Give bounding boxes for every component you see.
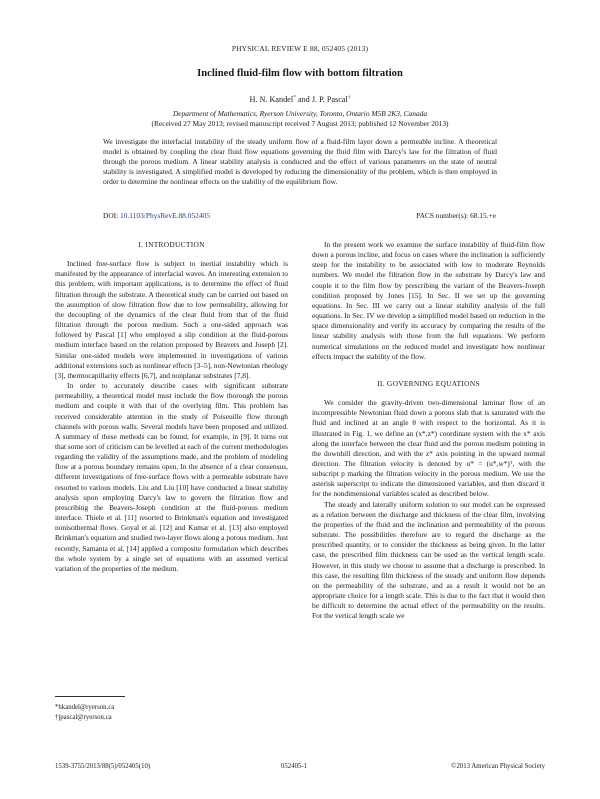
paper-title: Inclined fluid-film flow with bottom filtration bbox=[197, 68, 403, 79]
page-number: 052405-1 bbox=[281, 763, 308, 770]
paragraph: In the present work we examine the surface instability of fluid-film flow down a porous incline, and focus on cases where the inclination is sufficiently steep for the instability to be associated with low to moderate Reynolds numbers. We model the filtration flow in the substrate by Darcy's law and couple it to the film flow by prescribing the variant of the Beavers-Joseph condition proposed by Jones [15]. In Sec. II we set up the governing equations. In Sec. III we carry out a linear stability analysis of the full equations. In Sec. IV we develop a simplified model based on reduction in the space dimensionality and verify its accuracy by comparing the results of the linear stability analysis with those from the full equations. We perform numerical simulations on the reduced model and investigate how nonlinear effects impact the stability of the flow. bbox=[312, 240, 545, 361]
doi-link[interactable]: 10.1103/PhysRevE.88.052405 bbox=[120, 211, 210, 220]
author-conjunction: and bbox=[295, 95, 312, 104]
footnote-email[interactable]: *hkandel@ryerson.ca bbox=[55, 704, 115, 711]
paragraph: We consider the gravity-driven two-dimensional laminar flow of an incompressible Newtonian fluid down a porous slab that is saturated with the fluid and inclined at an angle θ with respect to the horizontal. As it is illustrated in Fig. 1, we define an (x*,z*) coordinate system with the x* axis along the interface between the clear fluid and the porous medium pointing in the downhill direction, and with the z* axis pointing in the upward normal direction. The filtration velocity is denoted by u* = (u*,w*)ᵀ, with the subscript p marking the filtration velocity in the porous medium. We use the asterisk superscript to indicate the dimensioned variables, and then discard it for the nondimensional variables scaled as described below. bbox=[312, 398, 545, 499]
left-column bbox=[55, 240, 288, 574]
footer-issn: 1539-3755/2013/88(5)/052405(10) bbox=[55, 763, 151, 770]
paragraph: Inclined free-surface flow is subject to inertial instability which is manifested by the appearance of interfacial waves. An interesting extension to this problem, with important applications, is to determine the effect of fluid filtration through the substrate. A theoretical study can be carried out based on the assumption of slow filtration flow due to low permeability, allowing for the decoupling of the dynamics of the clear fluid from that of the fluid filtration through the porous medium. Such a one-sided approach was followed by Pascal [1] who employed a slip condition at the fluid-porous medium interface based on the relation proposed by Beavers and Joseph [2]. Similar one-sided models were implemented in investigations of various additional extensions such as nonlinear effects [3–5], non-Newtonian rheology [3], thermocapillarity effects [6,7], and nonplanar substrates [7,8]. bbox=[55, 259, 288, 380]
paragraph: The steady and laterally uniform solution to our model can be expressed as a relation between the discharge and thickness of the clear film, involving the properties of the fluid and the inclination and permeability of the porous substrate. The possibilities therefore are to regard the discharge as the prescribed quantity, or to consider the thickness as being given. In the latter case, the prescribed film thickness can be used as the vertical length scale. However, in this study we choose to assume that a discharge is prescribed. In this case, the resulting film thickness of the steady and uniform flow depends on the permeability of the substrate, and as a result it would not be an appropriate choice for a length scale. This is due to the fact that it would then be difficult to determine the actual effect of the permeability on the results. For the vertical length scale we bbox=[312, 499, 545, 621]
pacs-numbers: PACS number(s): 68.15.+e bbox=[416, 211, 496, 220]
paragraph: In order to accurately describe cases with significant substrate permeability, a theoretical model must include the flow thorough the porous medium and couple it with that of the overlying film. This problem has received considerable attention in the study of Poiseuille flow through channels with porous walls. Several models have been proposed and utilized. A summary of these methods can be found, for example, in [9]. It turns out that some sort of criticism can be levelled at each of the current methodologies regarding the validity of the assumptions made, and the problem of modeling flow at a porous boundary remains open. In the absence of a clear consensus, different investigations of free-surface flows with a permeable substrate have resorted to various models. Liu and Liu [10] have conducted a linear stability analysis upon employing Darcy's law to govern the filtration flow and prescribing the Beavers-Joseph condition at the fluid-porous medium interface. Thiele et al. [11] resorted to Brinkman's equation and investigated nonisothermal flows. Goyal et al. [12] and Kumar et al. [13] also employed Brinkman's equation and studied two-layer flows along a porous medium. Just recently, Samanta et al. [14] applied a composite formulation which describes the whole system by a single set of equations with an assumed vertical variation of the properties of the medium. bbox=[55, 381, 288, 573]
received-dates: (Received 27 May 2013; revised manuscript received 7 August 2013; published 12 November 2013) bbox=[151, 119, 449, 128]
footer-copyright: ©2013 American Physical Society bbox=[451, 763, 545, 770]
author-line bbox=[0, 95, 600, 104]
doi-line bbox=[103, 211, 210, 220]
journal-header: PHYSICAL REVIEW E 88, 052405 (2013) bbox=[231, 44, 369, 53]
affiliation: Department of Mathematics, Ryerson University, Toronto, Ontario M5B 2K3, Canada bbox=[172, 109, 428, 118]
footnote-email[interactable]: †jpascal@ryerson.ca bbox=[55, 714, 112, 721]
footnote-marker-link[interactable]: † bbox=[347, 94, 351, 101]
doi-label: DOI: bbox=[103, 211, 121, 220]
author-name: H. N. Kandel bbox=[249, 95, 294, 104]
footnote-marker-link[interactable]: * bbox=[293, 94, 296, 101]
author-name: J. P. Pascal bbox=[311, 95, 348, 104]
footnotes bbox=[55, 696, 288, 723]
right-column bbox=[312, 240, 545, 621]
footnote-divider bbox=[55, 696, 125, 697]
section-heading: I. INTRODUCTION bbox=[138, 240, 205, 249]
section-heading: II. GOVERNING EQUATIONS bbox=[377, 378, 480, 388]
abstract: We investigate the interfacial instability of the steady uniform flow of a fluid-film layer down a permeable incline. A theoretical model is obtained by coupling the clear fluid flow equations governing the fluid film with Darcy's law for the filtration of fluid through the porous medium. A linear stability analysis is conducted and the effect of various parameters on the state of neutral stability is investigated. A simplified model is developed by reducing the dimensionality of the problem, which is then employed in order to determine the nonlinear effects on the stability of the equilibrium flow. bbox=[103, 137, 497, 187]
